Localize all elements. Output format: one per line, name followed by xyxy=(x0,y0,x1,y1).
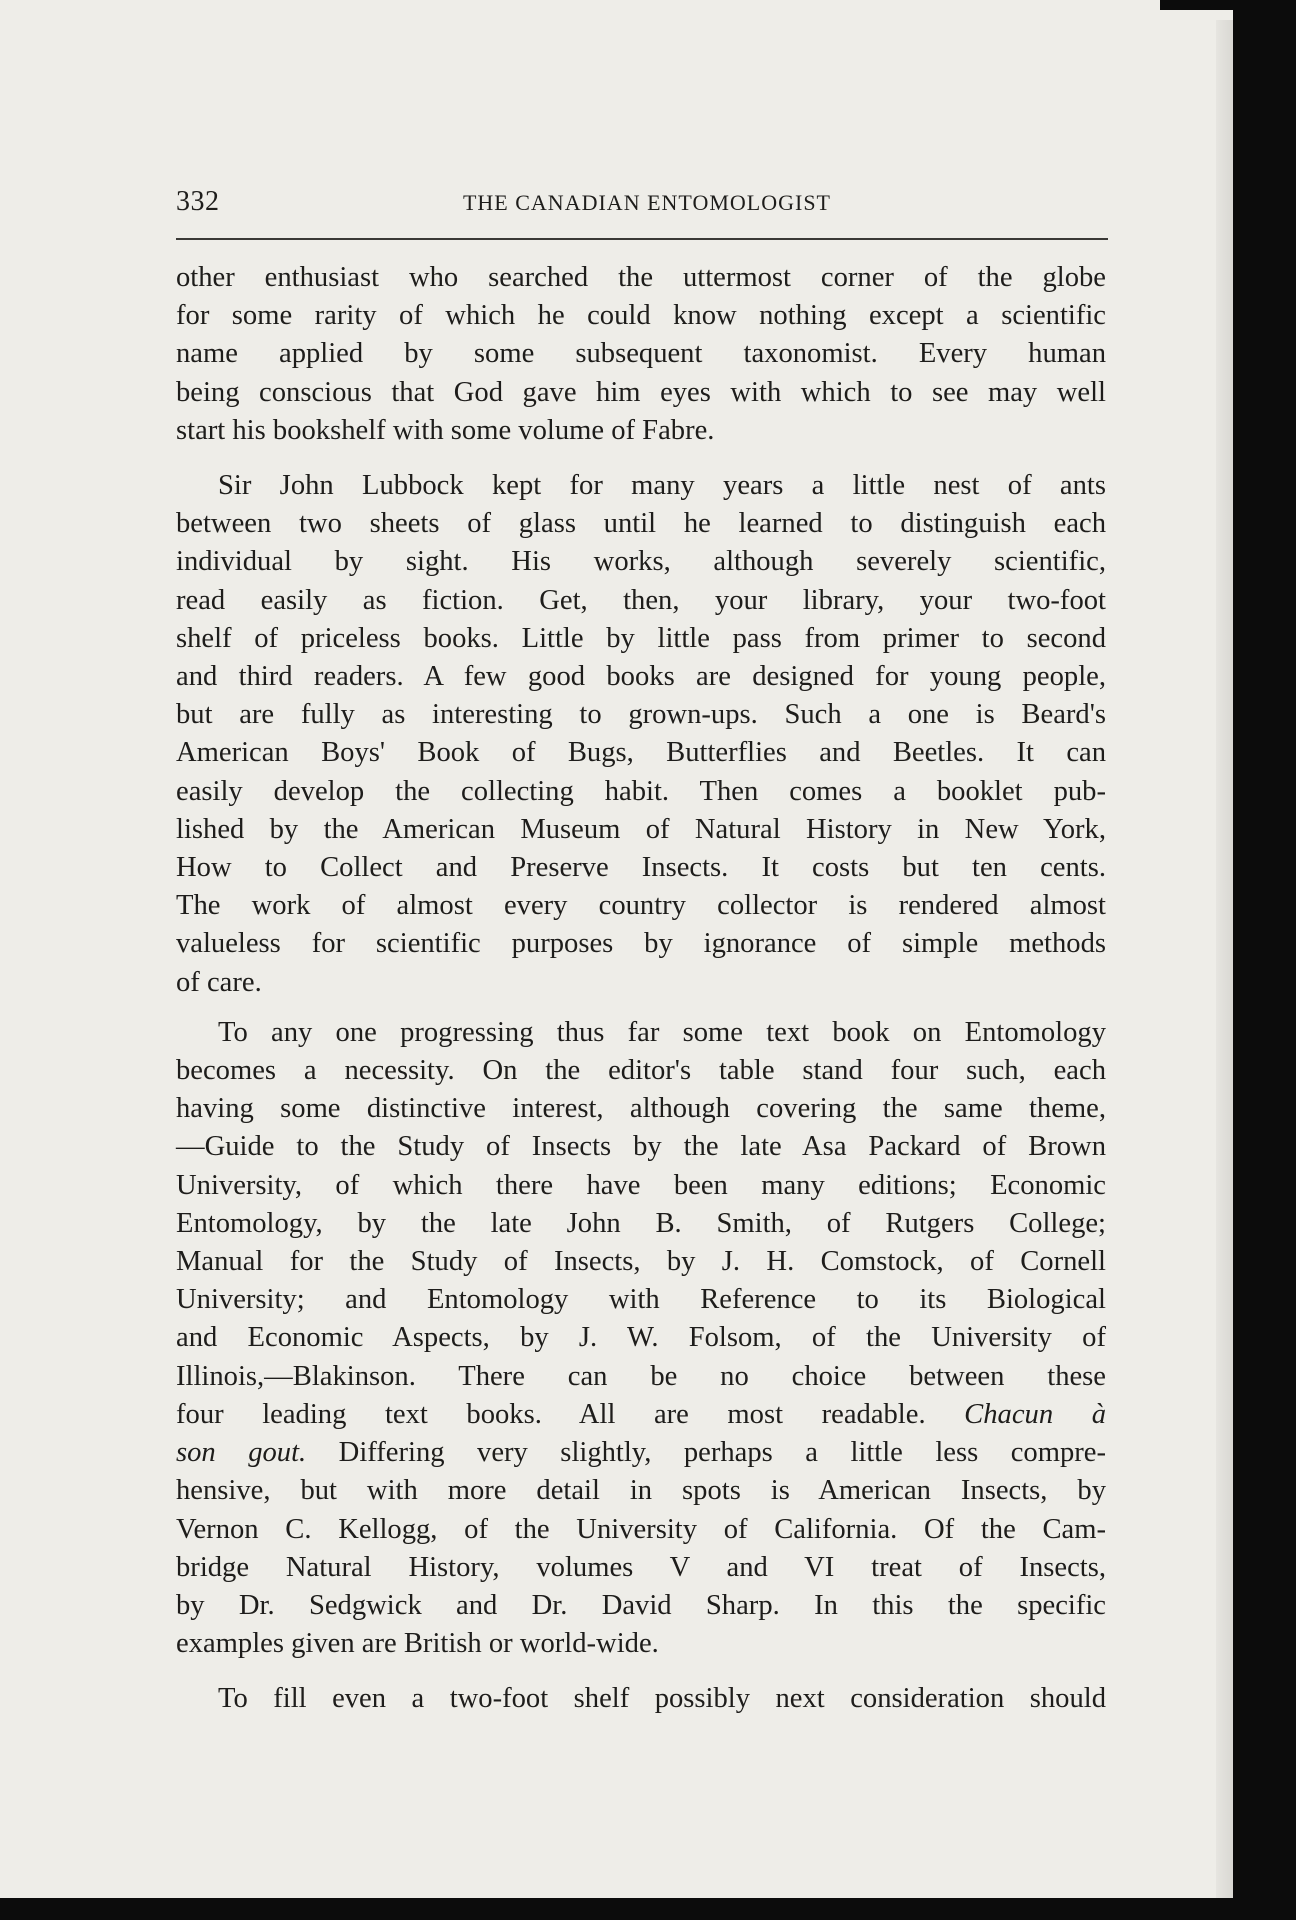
text-line: and Economic Aspects, by J. W. Folsom, of the University of xyxy=(176,1322,1106,1354)
text-line: To any one progressing thus far some text book on Entomology xyxy=(218,1016,1106,1048)
text-line: lished by the American Museum of Natural History in New York, xyxy=(176,813,1106,845)
text-line: Illinois,—Blakinson. There can be no choice between these xyxy=(176,1360,1106,1392)
text-line: The work of almost every country collector is rendered almost xyxy=(176,890,1106,922)
italic-phrase: son gout. xyxy=(176,1437,307,1469)
page-gutter-shadow xyxy=(1216,20,1233,1900)
text-line: shelf of priceless books. Little by little pass from primer to second xyxy=(176,622,1106,654)
text-run: Differing very slightly, perhaps a little less compre- xyxy=(306,1437,1106,1469)
text-line: hensive, but with more detail in spots is American Insects, by xyxy=(176,1475,1106,1507)
text-line: University; and Entomology with Reference to its Biological xyxy=(176,1284,1106,1316)
text-line: How to Collect and Preserve Insects. It costs but ten cents. xyxy=(176,852,1106,884)
text-line: but are fully as interesting to grown-ups. Such a one is Beard's xyxy=(176,699,1106,731)
text-line: Sir John Lubbock kept for many years a little nest of ants xyxy=(218,470,1106,502)
text-line: Entomology, by the late John B. Smith, of Rutgers College; xyxy=(176,1207,1106,1239)
text-line: and third readers. A few good books are designed for young people, xyxy=(176,661,1106,693)
text-line: read easily as fiction. Get, then, your library, your two-foot xyxy=(176,584,1106,616)
scan-border-bottom xyxy=(0,1898,1296,1920)
scan-border-top xyxy=(1160,0,1296,10)
text-line: individual by sight. His works, although severely scientific, xyxy=(176,546,1106,578)
text-line: start his bookshelf with some volume of Fabre. xyxy=(176,414,715,446)
body-text xyxy=(176,259,1106,1719)
paragraph-3 xyxy=(176,1014,1106,1663)
text-line: To fill even a two-foot shelf possibly next consideration should xyxy=(218,1683,1106,1715)
header-rule xyxy=(176,238,1108,240)
text-line: between two sheets of glass until he learned to distinguish each xyxy=(176,508,1106,540)
text-line: easily develop the collecting habit. Then comes a booklet pub- xyxy=(176,775,1106,807)
text-line: American Boys' Book of Bugs, Butterflies and Beetles. It can xyxy=(176,737,1106,769)
text-line: examples given are British or world-wide. xyxy=(176,1628,659,1660)
text-line-with-italic xyxy=(176,1434,1106,1472)
text-line: by Dr. Sedgwick and Dr. David Sharp. In this the specific xyxy=(176,1589,1106,1621)
text-line: becomes a necessity. On the editor's table stand four such, each xyxy=(176,1055,1106,1087)
text-line: Vernon C. Kellogg, of the University of California. Of the Cam- xyxy=(176,1513,1106,1545)
text-line: name applied by some subsequent taxonomist. Every human xyxy=(176,338,1106,370)
text-line: of care. xyxy=(176,966,262,998)
text-line: —Guide to the Study of Insects by the late Asa Packard of Brown xyxy=(176,1131,1106,1163)
text-line: being conscious that God gave him eyes with which to see may well xyxy=(176,376,1106,408)
text-line: other enthusiast who searched the uttermost corner of the globe xyxy=(176,262,1106,293)
text-line: having some distinctive interest, although covering the same theme, xyxy=(176,1093,1106,1125)
text-line: Manual for the Study of Insects, by J. H. Comstock, of Cornell xyxy=(176,1246,1106,1278)
text-line: University, of which there have been many editions; Economic xyxy=(176,1169,1106,1201)
text-line: valueless for scientific purposes by ignorance of simple methods xyxy=(176,928,1106,960)
paragraph-1 xyxy=(176,259,1106,450)
page-number: 332 xyxy=(176,186,220,217)
page-header xyxy=(176,186,1108,226)
text-run: four leading text books. All are most readable. xyxy=(176,1398,965,1430)
paragraph-4 xyxy=(176,1680,1106,1718)
italic-phrase: Chacun à xyxy=(964,1398,1106,1430)
scan-border-right xyxy=(1233,0,1296,1920)
running-title: THE CANADIAN ENTOMOLOGIST xyxy=(462,190,831,215)
text-line: bridge Natural History, volumes V and VI treat of Insects, xyxy=(176,1551,1106,1583)
text-line-with-italic xyxy=(176,1396,1106,1434)
text-line: for some rarity of which he could know nothing except a scientific xyxy=(176,300,1106,332)
paragraph-2 xyxy=(176,467,1106,1002)
